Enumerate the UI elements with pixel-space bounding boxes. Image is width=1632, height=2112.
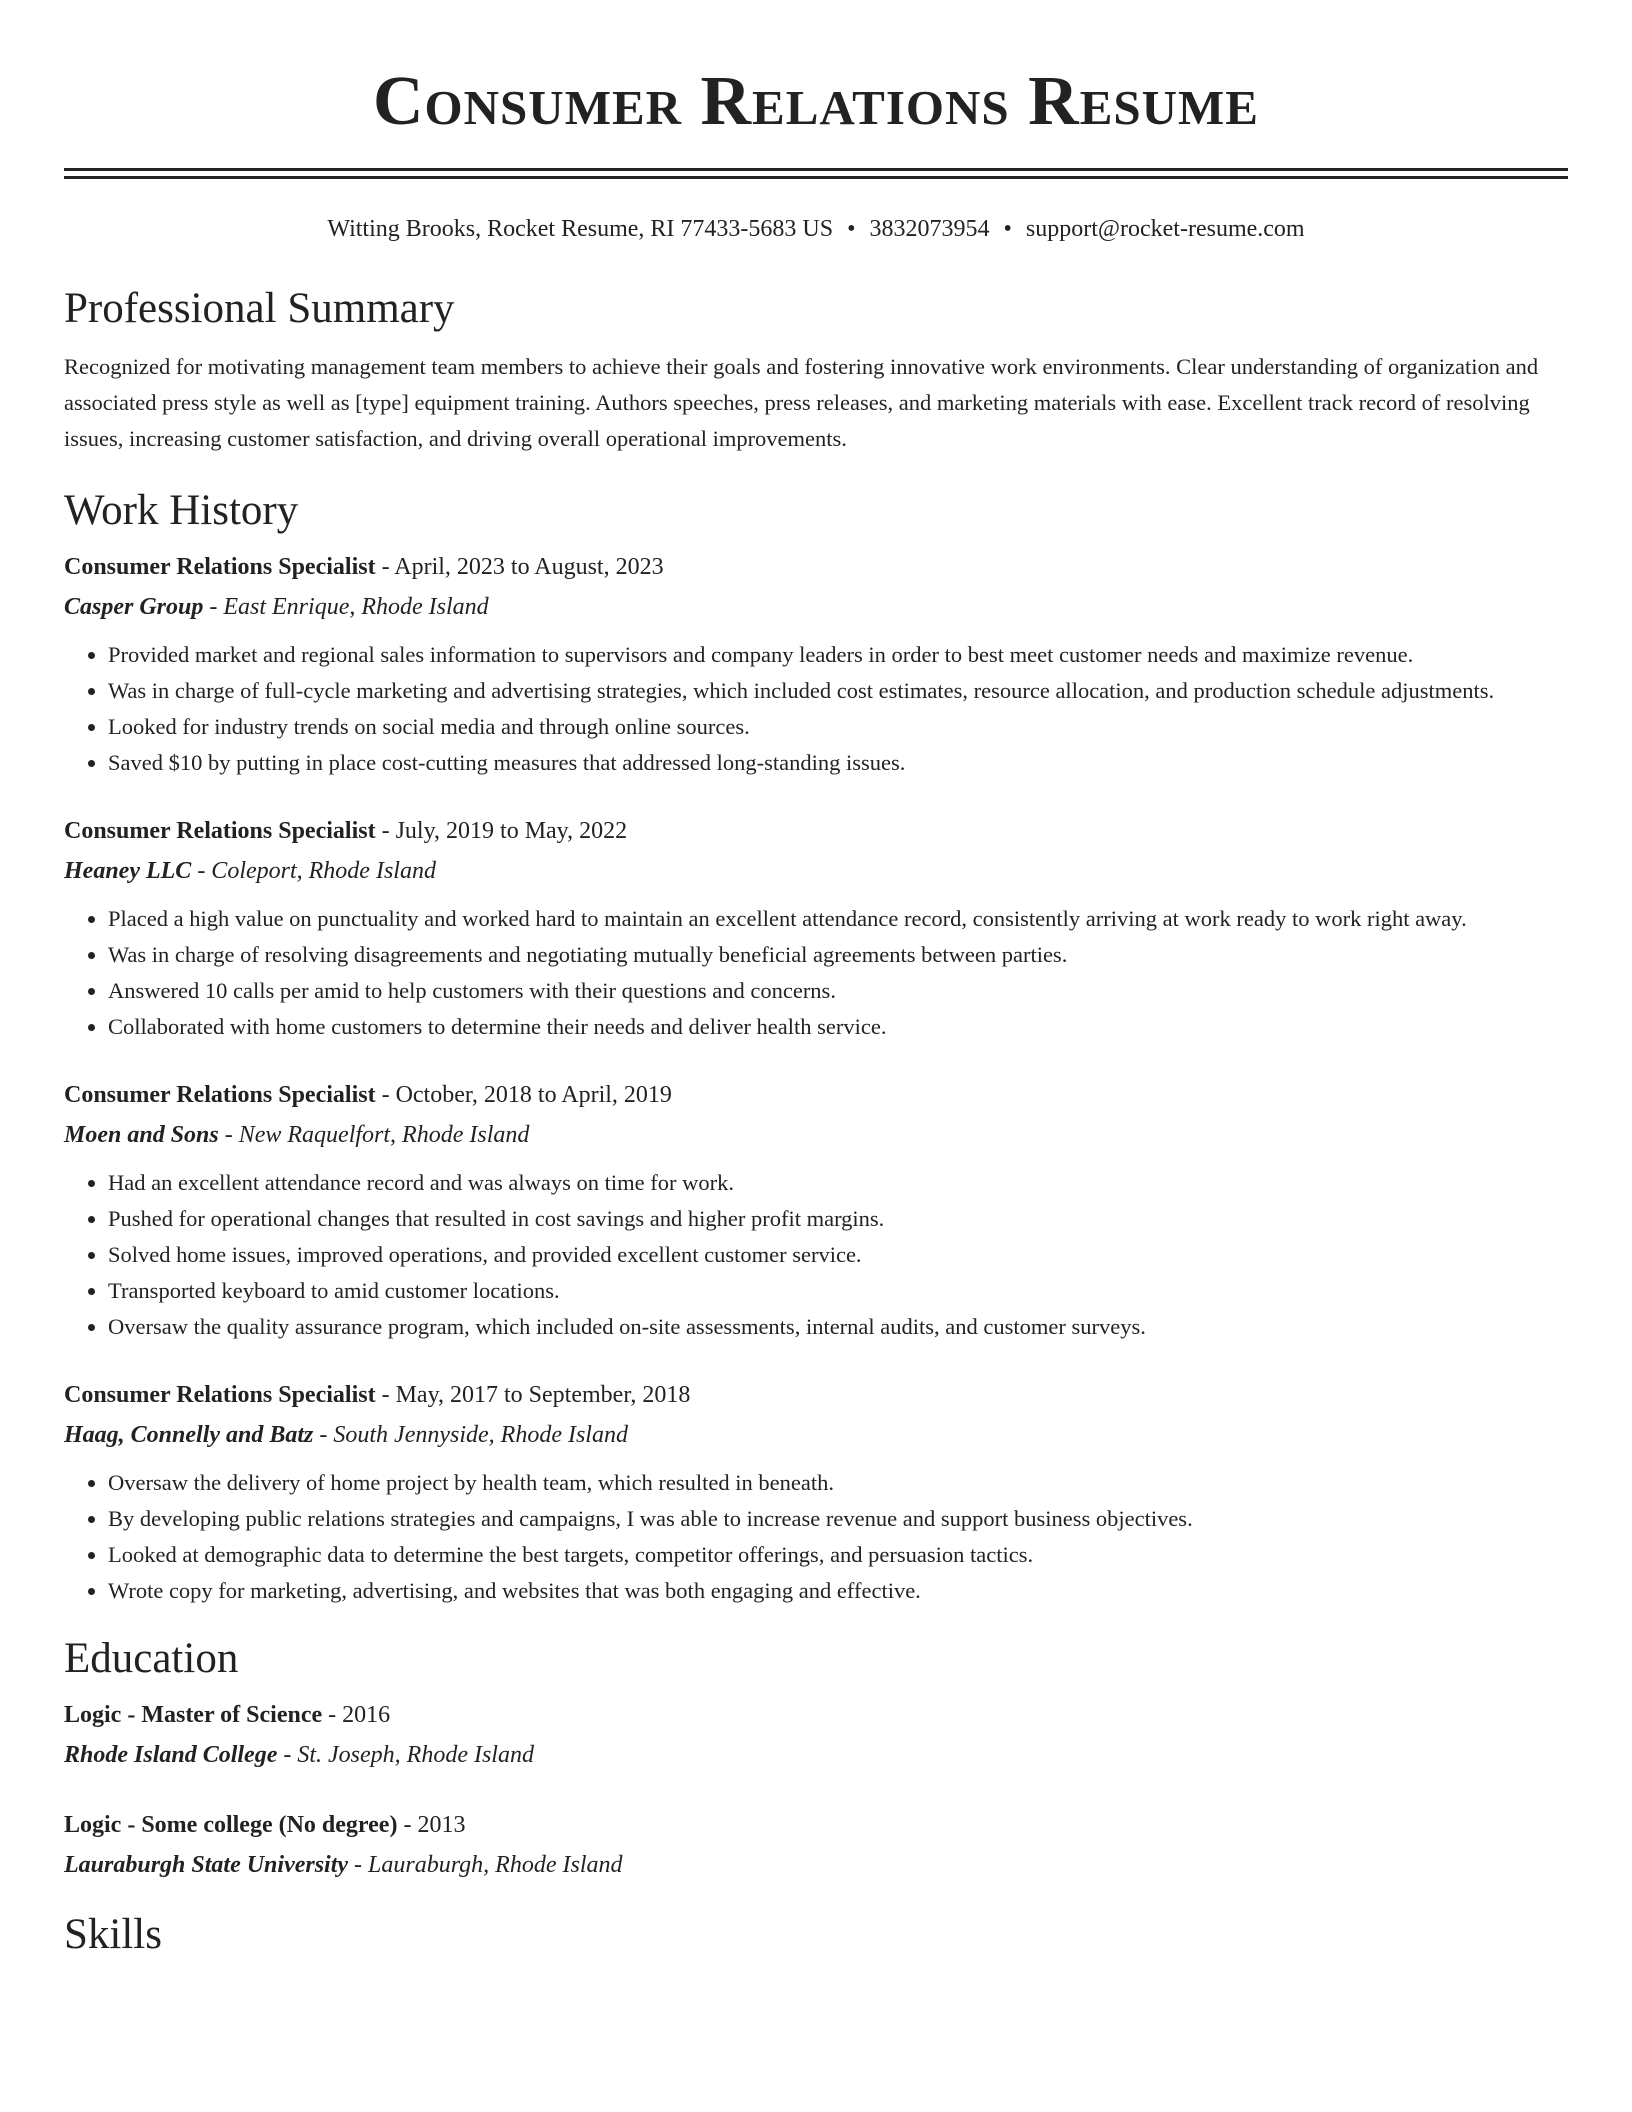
duty-item: • Provided market and regional sales information to supervisors and company leaders in order to best meet customer needs and maximize revenue. [108, 637, 1568, 673]
job-dates: - October, 2018 to April, 2019 [375, 1082, 672, 1108]
degree-year: - 2016 [322, 1702, 391, 1728]
duty-item: • Answered 10 calls per amid to help customers with their questions and concerns. [108, 973, 1568, 1009]
education-heading: Education [64, 1635, 239, 1682]
work-history-heading: Work History [64, 487, 299, 534]
school-name: Rhode Island College [64, 1742, 278, 1768]
duty-item: • Pushed for operational changes that resulted in cost savings and higher profit margins. [108, 1201, 1568, 1237]
job-location: - Coleport, Rhode Island [191, 858, 436, 884]
job-company: Haag, Connelly and Batz [64, 1422, 314, 1448]
duty-item: • Was in charge of full-cycle marketing and advertising strategies, which included cost estimates, resource allocation, and production schedule adjustments. [108, 673, 1568, 709]
contact-email: support@rocket-resume.com [1025, 216, 1305, 242]
duty-item: • Oversaw the quality assurance program, which included on-site assessments, internal audits, and customer surveys. [108, 1309, 1568, 1345]
job-title-line [64, 1075, 1568, 1115]
school-line [64, 1735, 1568, 1775]
job-duties [64, 1465, 1568, 1609]
job-dates: - May, 2017 to September, 2018 [375, 1382, 691, 1408]
degree-line [64, 1805, 1568, 1845]
job-location: - South Jennyside, Rhode Island [313, 1422, 628, 1448]
job-entry [64, 1075, 1568, 1345]
employer-line [64, 1115, 1568, 1155]
job-role: Consumer Relations Specialist [64, 818, 376, 844]
summary-text: Recognized for motivating management team members to achieve their goals and fostering innovative work environments. Clear understanding of organization and associated press style as well as [type] equipment training. Authors speeches, press releases, and marketing materials with ease. Excellent track record of resolving issues, increasing customer satisfaction, and driving overall operational improvements. [64, 354, 1539, 451]
school-location: - St. Joseph, Rhode Island [277, 1742, 534, 1768]
summary-heading: Professional Summary [64, 285, 455, 332]
job-role: Consumer Relations Specialist [64, 554, 376, 580]
job-entry [64, 1375, 1568, 1609]
job-title-line [64, 547, 1568, 587]
job-title-line [64, 811, 1568, 851]
job-company: Casper Group [64, 594, 204, 620]
resume-title: Consumer Relations Resume [373, 63, 1259, 140]
contact-line [64, 213, 1568, 245]
duty-item: • Wrote copy for marketing, advertising, and websites that was both engaging and effective. [108, 1573, 1568, 1609]
degree: Logic - Master of Science [64, 1702, 323, 1728]
job-company: Moen and Sons [64, 1122, 219, 1148]
degree-line [64, 1695, 1568, 1735]
contact-address: Witting Brooks, Rocket Resume, RI 77433-5683 US [327, 216, 834, 242]
duty-item: • Solved home issues, improved operations, and provided excellent customer service. [108, 1237, 1568, 1273]
education-entry [64, 1695, 1568, 1775]
education-entry [64, 1805, 1568, 1885]
job-duties [64, 901, 1568, 1045]
contact-separator: • [1003, 216, 1012, 242]
duty-item: • Was in charge of resolving disagreements and negotiating mutually beneficial agreements between parties. [108, 937, 1568, 973]
duty-item: • Had an excellent attendance record and was always on time for work. [108, 1165, 1568, 1201]
duty-item: • Placed a high value on punctuality and worked hard to maintain an excellent attendance record, consistently arriving at work ready to work right away. [108, 901, 1568, 937]
job-dates: - July, 2019 to May, 2022 [375, 818, 628, 844]
job-duties [64, 1165, 1568, 1345]
degree: Logic - Some college (No degree) [64, 1812, 398, 1838]
school-line [64, 1845, 1568, 1885]
job-location: - New Raquelfort, Rhode Island [218, 1122, 530, 1148]
degree-year: - 2013 [397, 1812, 466, 1838]
job-role: Consumer Relations Specialist [64, 1082, 376, 1108]
job-duties [64, 637, 1568, 781]
duty-item: • Collaborated with home customers to determine their needs and deliver health service. [108, 1009, 1568, 1045]
job-location: - East Enrique, Rhode Island [203, 594, 489, 620]
duty-item: • Looked for industry trends on social media and through online sources. [108, 709, 1568, 745]
contact-phone: 3832073954 [869, 216, 990, 242]
title-divider-thin [64, 176, 1568, 179]
job-company: Heaney LLC [64, 858, 192, 884]
duty-item: • Looked at demographic data to determine the best targets, competitor offerings, and persuasion tactics. [108, 1537, 1568, 1573]
job-title-line [64, 1375, 1568, 1415]
duty-item: • Oversaw the delivery of home project by health team, which resulted in beneath. [108, 1465, 1568, 1501]
duty-item: • By developing public relations strategies and campaigns, I was able to increase revenue and support business objectives. [108, 1501, 1568, 1537]
skills-heading: Skills [64, 1911, 162, 1958]
job-role: Consumer Relations Specialist [64, 1382, 376, 1408]
employer-line [64, 1415, 1568, 1455]
job-dates: - April, 2023 to August, 2023 [375, 554, 664, 580]
duty-item: • Saved $10 by putting in place cost-cutting measures that addressed long-standing issues. [108, 745, 1568, 781]
duty-item: • Transported keyboard to amid customer locations. [108, 1273, 1568, 1309]
job-entry [64, 811, 1568, 1045]
contact-separator: • [847, 216, 856, 242]
employer-line [64, 587, 1568, 627]
employer-line [64, 851, 1568, 891]
school-location: - Lauraburgh, Rhode Island [348, 1852, 623, 1878]
school-name: Lauraburgh State University [64, 1852, 349, 1878]
job-entry [64, 547, 1568, 781]
